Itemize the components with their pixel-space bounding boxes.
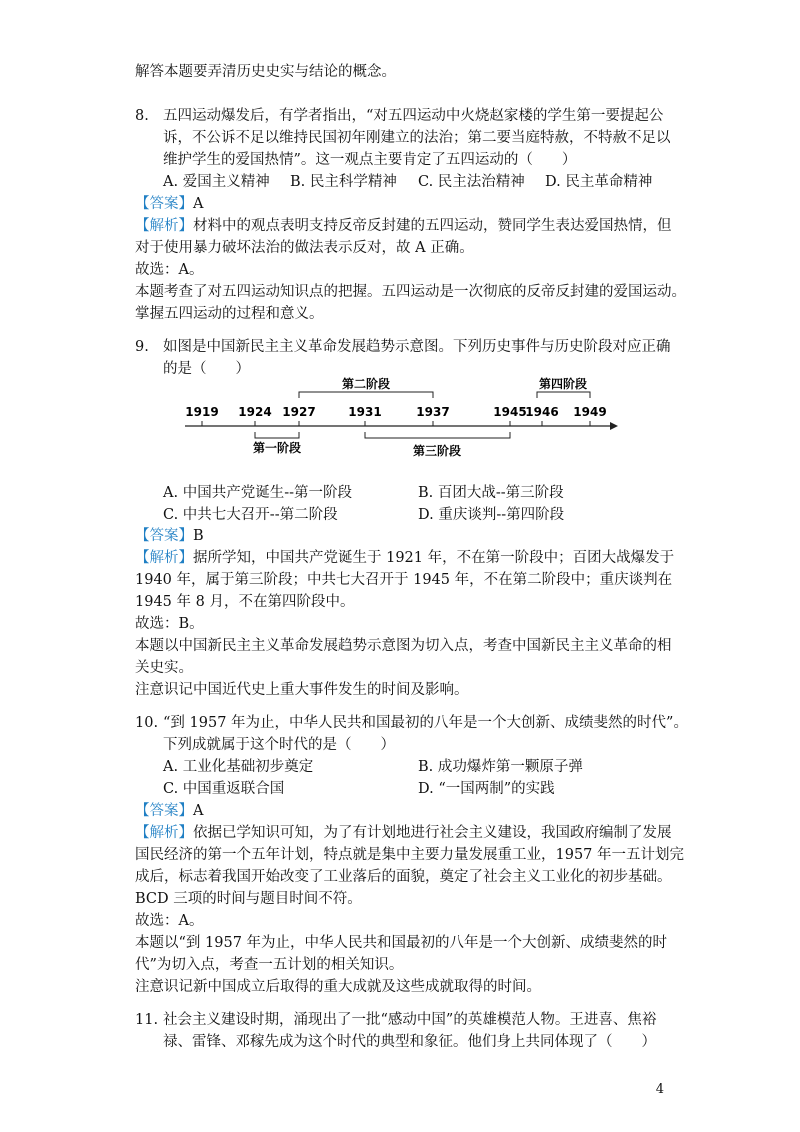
answer-value: A [193, 196, 204, 212]
choice-line: 故选：A。 [135, 262, 204, 278]
stage-4-label: 第四阶段 [538, 377, 588, 391]
page-number: 4 [655, 1082, 664, 1097]
analysis-line: 成后，标志着我国开始改变了工业落后的面貌，奠定了社会主义工业化的初步基础。 [135, 869, 672, 885]
question-number: 8. [135, 108, 149, 124]
option-d: D. 重庆谈判--第四阶段 [418, 507, 565, 523]
intro-note: 解答本题要弄清历史史实与结论的概念。 [135, 64, 396, 80]
summary-line: 本题考查了对五四运动知识点的把握。五四运动是一次彻底的反帝反封建的爱国运动。 [135, 284, 686, 300]
question-number: 9. [135, 339, 149, 355]
answer-line [135, 526, 204, 546]
summary-line: 本题以“到 1957 年为止，中华人民共和国最初的八年是一个大创新、成绩斐然的时 [135, 935, 668, 951]
answer-value: B [193, 528, 204, 544]
choice-line: 故选：B。 [135, 616, 204, 632]
analysis-tag: 【解析】 [135, 550, 193, 566]
year-label: 1937 [416, 405, 450, 419]
answer-line [135, 194, 203, 214]
question-line: 社会主义建设时期，涌现出了一批“感动中国”的英雄模范人物。王进喜、焦裕 [163, 1012, 657, 1028]
question-line: 如图是中国新民主主义革命发展趋势示意图。下列历史事件与历史阶段对应正确 [163, 339, 671, 355]
year-label: 1931 [348, 405, 382, 419]
option-a: A. 中国共产党诞生--第一阶段 [163, 485, 352, 501]
year-label: 1919 [185, 405, 219, 419]
year-label: 1946 [525, 405, 559, 419]
option-c: C. 中共七大召开--第二阶段 [163, 507, 338, 523]
question-line: 维护学生的爱国热情”。这一观点主要肯定了五四运动的（ ） [163, 152, 577, 168]
answer-line [135, 801, 203, 821]
question-number: 11. [135, 1012, 159, 1028]
analysis-line: 【解析】材料中的观点表明支持反帝反封建的五四运动，赞同学生表达爱国热情，但 [135, 218, 672, 234]
summary-line: 注意识记新中国成立后取得的重大成就及这些成就取得的时间。 [135, 979, 541, 995]
stage-3-label: 第三阶段 [412, 444, 462, 458]
analysis-line: 国民经济的第一个五年计划，特点就是集中主要力量发展重工业，1957 年一五计划完 [135, 847, 685, 863]
question-line: 的是（ ） [163, 361, 250, 377]
option-d: D. “一国两制”的实践 [418, 781, 555, 797]
analysis-line: 1945 年 8 月，不在第四阶段中。 [135, 594, 355, 610]
option-a: A. 工业化基础初步奠定 [163, 759, 314, 775]
choice-line: 故选：A。 [135, 913, 204, 929]
summary-line: 本题以中国新民主主义革命发展趋势示意图为切入点，考查中国新民主主义革命的相 [135, 638, 672, 654]
summary-line: 关史实。 [135, 660, 193, 676]
option-b: B. 民主科学精神 [290, 174, 397, 190]
timeline-diagram [180, 372, 620, 468]
summary-line: 注意识记中国近代史上重大事件发生的时间及影响。 [135, 682, 469, 698]
analysis-tag: 【解析】 [135, 825, 193, 841]
year-label: 1924 [238, 405, 272, 419]
answer-tag: 【答案】 [135, 196, 193, 212]
option-b: B. 百团大战--第三阶段 [418, 485, 564, 501]
answer-tag: 【答案】 [135, 528, 193, 544]
option-a: A. 爱国主义精神 [163, 174, 270, 190]
option-b: B. 成功爆炸第一颗原子弹 [418, 759, 583, 775]
answer-value: A [193, 803, 204, 819]
question-line: 诉，不公诉不足以维持民国初年刚建立的法治；第二要当庭特赦，不特赦不足以 [163, 130, 671, 146]
summary-line: 掌握五四运动的过程和意义。 [135, 306, 324, 322]
analysis-line: 1940 年，属于第三阶段；中共七大召开于 1945 年，不在第二阶段中；重庆谈判在 [135, 572, 673, 588]
question-line: 下列成就属于这个时代的是（ ） [163, 737, 395, 753]
question-line: 五四运动爆发后，有学者指出，“对五四运动中火烧赵家楼的学生第一要提起公 [163, 108, 664, 124]
year-label: 1945 [493, 405, 527, 419]
analysis-line: 对于使用暴力破坏法治的做法表示反对，故 A 正确。 [135, 240, 474, 256]
option-c: C. 民主法治精神 [418, 174, 525, 190]
question-line: 禄、雷锋、邓稼先成为这个时代的典型和象征。他们身上共同体现了（ ） [163, 1034, 656, 1050]
option-c: C. 中国重返联合国 [163, 781, 285, 797]
year-label: 1949 [573, 405, 607, 419]
option-d: D. 民主革命精神 [545, 174, 653, 190]
stage-1-label: 第一阶段 [252, 441, 302, 455]
analysis-line: 【解析】依据已学知识可知，为了有计划地进行社会主义建设，我国政府编制了发展 [135, 825, 672, 841]
question-line: “到 1957 年为止，中华人民共和国最初的八年是一个大创新、成绩斐然的时代”。 [163, 715, 688, 731]
analysis-line: 【解析】据所学知，中国共产党诞生于 1921 年，不在第一阶段中；百团大战爆发于 [135, 550, 675, 566]
stage-2-label: 第二阶段 [341, 377, 391, 391]
answer-tag: 【答案】 [135, 803, 193, 819]
question-number: 10. [135, 715, 159, 731]
summary-line: 代”为切入点，考查一五计划的相关知识。 [135, 957, 404, 973]
analysis-line: BCD 三项的时间与题目时间不符。 [135, 891, 362, 907]
analysis-tag: 【解析】 [135, 218, 193, 234]
year-label: 1927 [282, 405, 316, 419]
